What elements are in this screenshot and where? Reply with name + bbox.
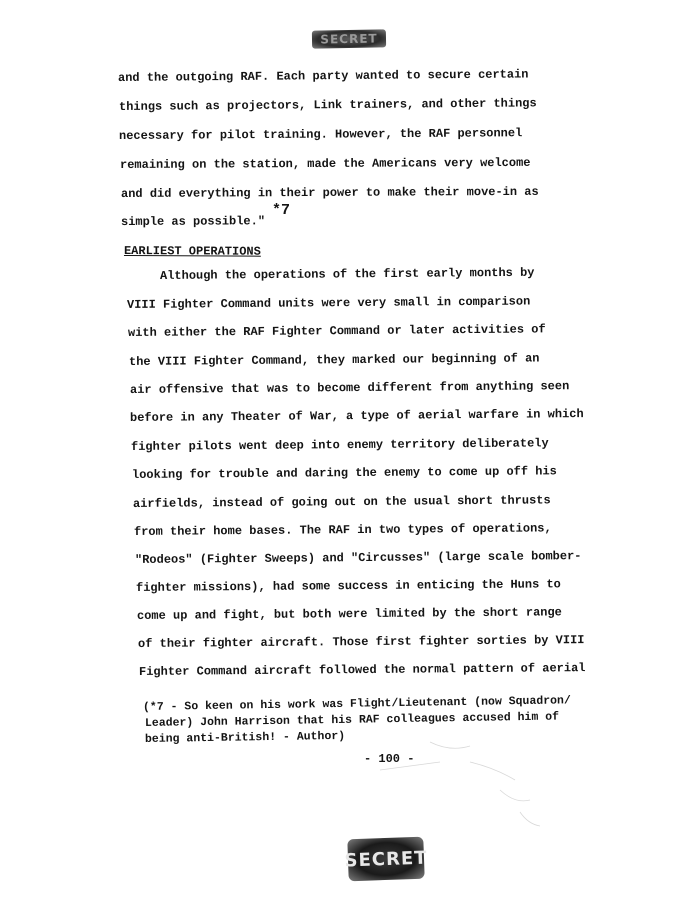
footnote-line-3: being anti-British! - Author) <box>144 729 346 746</box>
paragraph-1-line-6: simple as possible." <box>120 214 266 229</box>
paragraph-2-line-12: fighter missions), had some success in enticing the Huns to <box>135 577 561 595</box>
paragraph-2-line-11: "Rodeos" (Fighter Sweeps) and "Circusses" (large scale bomber- <box>134 549 582 567</box>
paragraph-2-line-10: from their home bases. The RAF in two types of operations, <box>133 521 552 539</box>
paragraph-2-line-4: the VIII Fighter Command, they marked our beginning of an <box>128 351 540 369</box>
paragraph-2-line-5: air offensive that was to become different from anything seen <box>129 379 570 397</box>
paragraph-2-line-7: fighter pilots went deep into enemy territory deliberately <box>130 436 549 454</box>
paragraph-2-line-6: before in any Theater of War, a type of aerial warfare in which <box>129 407 584 425</box>
paragraph-1-line-5: and did everything in their power to make their move-in as <box>120 184 539 201</box>
paragraph-2-line-2: VIII Fighter Command units were very small in comparison <box>126 294 531 312</box>
paragraph-1-line-1: and the outgoing RAF. Each party wanted to secure certain <box>117 67 529 85</box>
page-number: - 100 - <box>364 752 415 766</box>
footnote-line-1: (*7 - So keen on his work was Flight/Lieutenant (now Squadron/ <box>142 694 571 714</box>
paragraph-2-line-9: airfields, instead of going out on the usual short thrusts <box>132 493 551 511</box>
paragraph-2-line-1: Although the operations of the first early months by <box>159 265 535 283</box>
paragraph-2-line-14: of their fighter aircraft. Those first fighter sorties by VIII <box>137 633 585 651</box>
secret-stamp-bottom-text: SECRET <box>344 847 428 871</box>
paragraph-2-line-8: looking for trouble and daring the enemy to come up off his <box>131 464 557 482</box>
secret-stamp-bottom <box>344 837 428 882</box>
paragraph-2-line-15: Fighter Command aircraft followed the normal pattern of aerial <box>138 661 586 679</box>
paragraph-1-line-2: things such as projectors, Link trainers, and other things <box>118 96 537 114</box>
footnote-line-2: Leader) John Harrison that his RAF colleagues accused him of <box>144 710 560 730</box>
paragraph-1-line-4: remaining on the station, made the Americans very welcome <box>119 155 531 172</box>
paragraph-2-line-3: with either the RAF Fighter Command or later activities of <box>127 322 546 340</box>
footnote-reference: *7 <box>272 202 291 219</box>
secret-stamp-top-text: SECRET <box>320 31 378 47</box>
section-heading: EARLIEST OPERATIONS <box>123 244 261 259</box>
paragraph-2-line-13: come up and fight, but both were limited by the short range <box>136 605 562 623</box>
paragraph-1-line-3: necessary for pilot training. However, the RAF personnel <box>118 126 523 143</box>
